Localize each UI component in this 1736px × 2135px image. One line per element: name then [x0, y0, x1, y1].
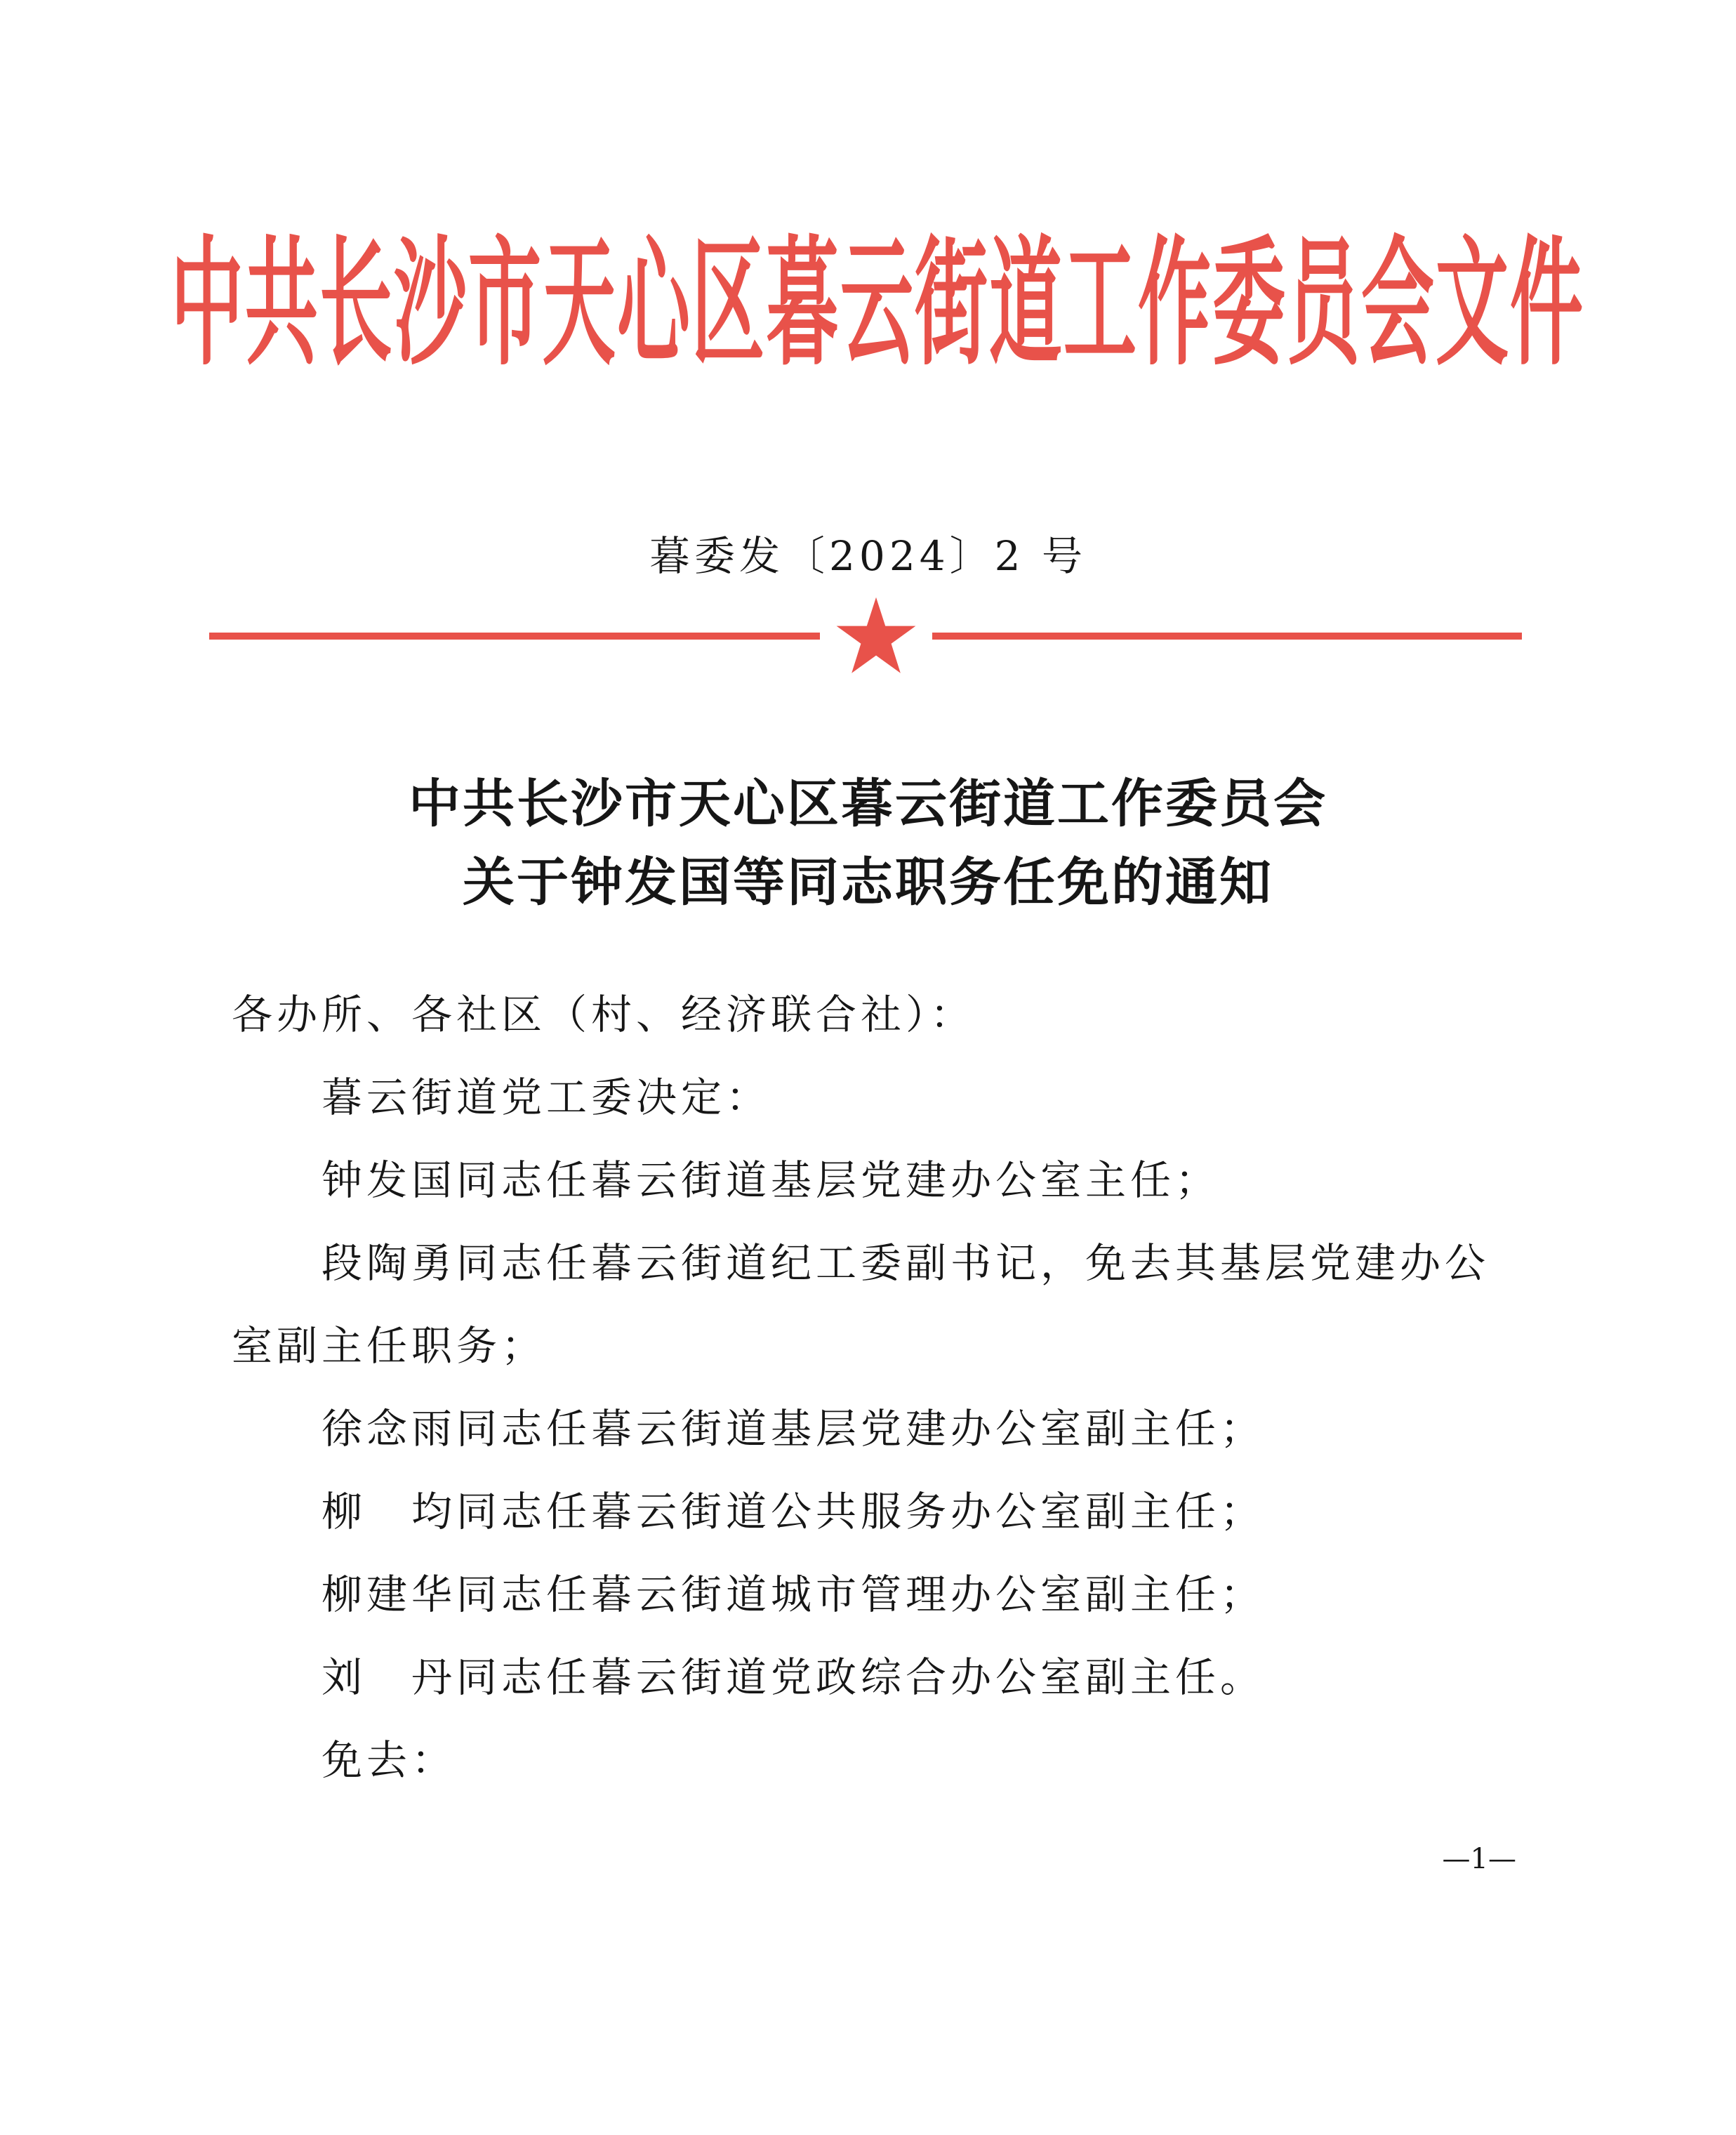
appointment-item: 段陶勇同志任暮云街道纪工委副书记，免去其基层党建办公 — [322, 1239, 1490, 1287]
notice-title-line-2: 关于钟发国等同志职务任免的通知 — [463, 852, 1273, 913]
appointment-item: 柳 均同志任暮云街道公共服务办公室副主任； — [322, 1488, 1266, 1535]
appointment-item: 刘 丹同志任暮云街道党政综合办公室副主任。 — [322, 1653, 1266, 1701]
red-star-icon — [834, 594, 918, 678]
appointment-item: 钟发国同志任暮云街道基层党建办公室主任； — [322, 1156, 1221, 1204]
notice-title-line-1: 中共长沙市天心区暮云街道工作委员会 — [409, 774, 1327, 834]
masthead-title: 中共长沙市天心区暮云街道工作委员会文件 — [171, 222, 1585, 385]
red-rule-right — [932, 633, 1522, 640]
appointment-item: 柳建华同志任暮云街道城市管理办公室副主任； — [322, 1571, 1266, 1618]
decision-line: 暮云街道党工委决定： — [322, 1073, 771, 1121]
appointment-item-continued: 室副主任职务； — [232, 1322, 547, 1370]
page-number: —1— — [1442, 1843, 1516, 1875]
addressee-line: 各办所、各社区（村、经济联合社）： — [232, 991, 976, 1038]
removal-heading: 免去： — [322, 1736, 457, 1784]
red-rule-left — [209, 633, 820, 640]
appointment-item: 徐念雨同志任暮云街道基层党建办公室副主任； — [322, 1405, 1266, 1453]
document-number: 暮委发〔2024〕2 号 — [649, 532, 1087, 580]
